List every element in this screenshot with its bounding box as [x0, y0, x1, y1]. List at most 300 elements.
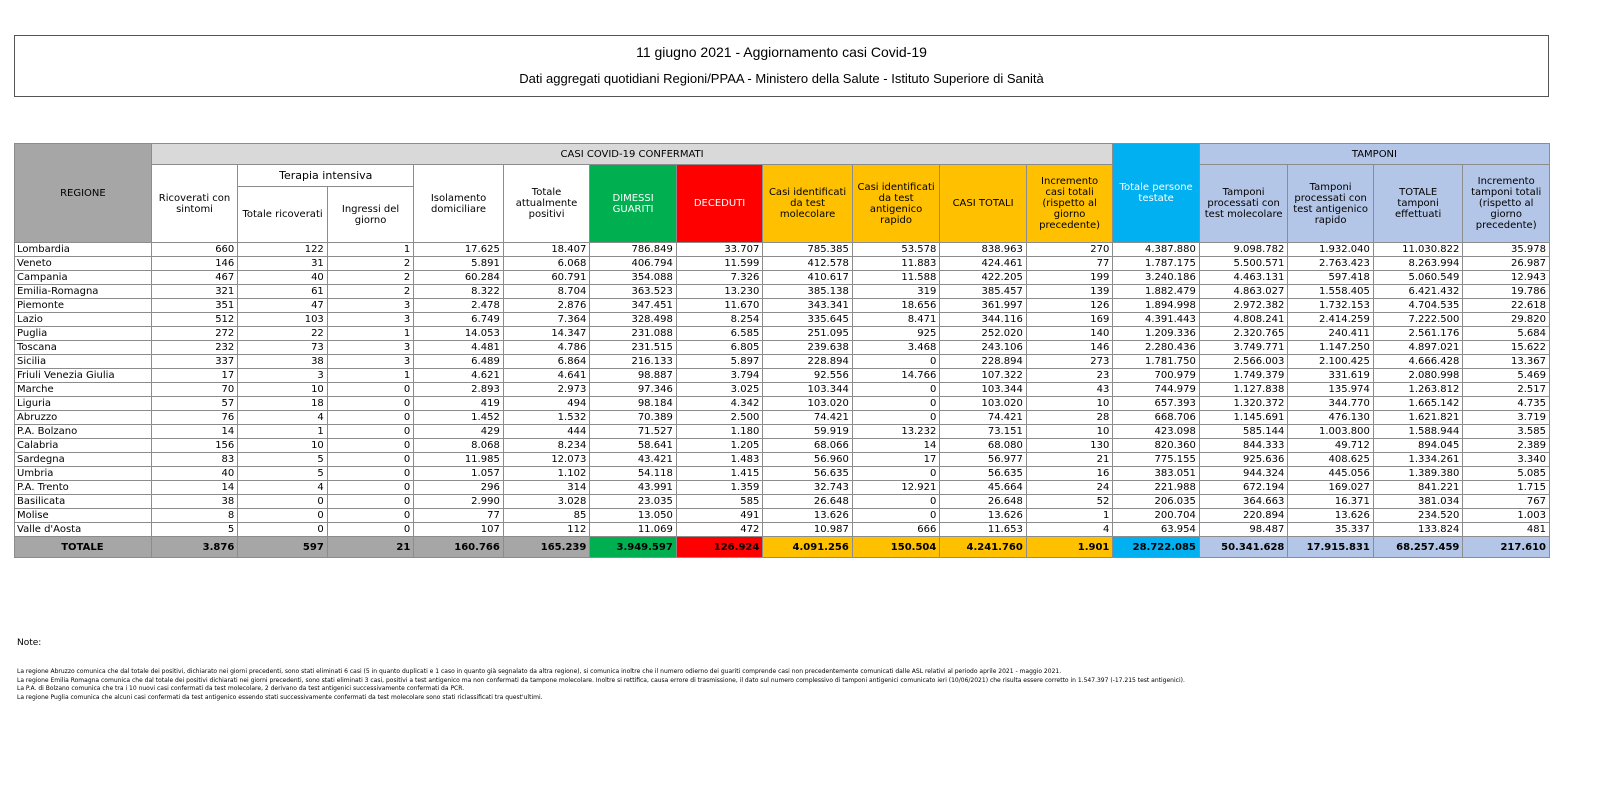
value-cell: 14.347 — [503, 327, 590, 341]
region-name-cell: TOTALE — [15, 537, 152, 558]
value-cell: 2.100.425 — [1288, 355, 1373, 369]
value-cell: 52 — [1026, 495, 1113, 509]
header-tamponi: TAMPONI — [1199, 144, 1549, 165]
value-cell: 63.954 — [1113, 523, 1200, 537]
value-cell: 38 — [238, 355, 328, 369]
table-row — [15, 285, 1550, 299]
notes-section — [17, 638, 1557, 702]
value-cell: 11.069 — [590, 523, 677, 537]
table-row — [15, 369, 1550, 383]
value-cell: 1.057 — [414, 467, 504, 481]
value-cell: 0 — [327, 481, 414, 495]
value-cell: 0 — [327, 523, 414, 537]
value-cell: 1.147.250 — [1288, 341, 1373, 355]
value-cell: 19.786 — [1463, 285, 1550, 299]
value-cell: 12.943 — [1463, 271, 1550, 285]
value-cell: 126 — [1026, 299, 1113, 313]
value-cell: 23 — [1026, 369, 1113, 383]
value-cell: 6.068 — [503, 257, 590, 271]
value-cell: 7.364 — [503, 313, 590, 327]
value-cell: 0 — [238, 523, 328, 537]
value-cell: 26.648 — [763, 495, 853, 509]
value-cell: 10 — [238, 439, 328, 453]
value-cell: 6.749 — [414, 313, 504, 327]
value-cell: 13.626 — [1288, 509, 1373, 523]
value-cell: 216.133 — [590, 355, 677, 369]
value-cell: 700.979 — [1113, 369, 1200, 383]
value-cell: 61 — [238, 285, 328, 299]
region-name-cell: Liguria — [15, 397, 152, 411]
note-line: La regione Abruzzo comunica che dal totale dei positivi, dichiarato nei giorni precedenti, sono stati eliminati 6 casi (5 in quanto duplicati e 1 caso in quanto già segnalato da altra regione), si comunica inoltre che il numero odierno dei guariti comprende casi non precedentemente comunicati dalle ASL relativi al periodo aprile 2021 - maggio 2021. — [17, 668, 1062, 675]
table-row — [15, 523, 1550, 537]
value-cell: 1.558.405 — [1288, 285, 1373, 299]
value-cell: 58.641 — [590, 439, 677, 453]
value-cell: 841.221 — [1373, 481, 1463, 495]
value-cell: 14.766 — [852, 369, 940, 383]
value-cell: 3.949.597 — [590, 537, 677, 558]
table-row — [15, 383, 1550, 397]
value-cell: 8 — [151, 509, 238, 523]
value-cell: 240.411 — [1288, 327, 1373, 341]
value-cell: 17.915.831 — [1288, 537, 1373, 558]
value-cell: 3.340 — [1463, 453, 1550, 467]
region-name-cell: Marche — [15, 383, 152, 397]
value-cell: 925 — [852, 327, 940, 341]
value-cell: 2.973 — [503, 383, 590, 397]
region-name-cell: Toscana — [15, 341, 152, 355]
value-cell: 2.893 — [414, 383, 504, 397]
value-cell: 16 — [1026, 467, 1113, 481]
value-cell: 1.209.336 — [1113, 327, 1200, 341]
value-cell: 5 — [238, 453, 328, 467]
table-row — [15, 509, 1550, 523]
value-cell: 657.393 — [1113, 397, 1200, 411]
value-cell: 1.894.998 — [1113, 299, 1200, 313]
value-cell: 1 — [327, 369, 414, 383]
value-cell: 13.626 — [940, 509, 1027, 523]
value-cell: 8.704 — [503, 285, 590, 299]
value-cell: 1.621.821 — [1373, 411, 1463, 425]
value-cell: 231.515 — [590, 341, 677, 355]
value-cell: 4.641 — [503, 369, 590, 383]
value-cell: 491 — [676, 509, 763, 523]
value-cell: 7.326 — [676, 271, 763, 285]
table-row — [15, 243, 1550, 257]
value-cell: 1 — [238, 425, 328, 439]
table-row — [15, 327, 1550, 341]
value-cell: 2.763.423 — [1288, 257, 1373, 271]
table-row — [15, 271, 1550, 285]
value-cell: 1.359 — [676, 481, 763, 495]
value-cell: 60.791 — [503, 271, 590, 285]
value-cell: 112 — [503, 523, 590, 537]
value-cell: 14.053 — [414, 327, 504, 341]
value-cell: 8.234 — [503, 439, 590, 453]
value-cell: 0 — [327, 509, 414, 523]
value-cell: 0 — [852, 397, 940, 411]
value-cell: 5.469 — [1463, 369, 1550, 383]
value-cell: 1.127.838 — [1199, 383, 1288, 397]
value-cell: 243.106 — [940, 341, 1027, 355]
region-name-cell: Sicilia — [15, 355, 152, 369]
value-cell: 21 — [1026, 453, 1113, 467]
value-cell: 251.095 — [763, 327, 853, 341]
header-totale-positivi: Totale attualmente positivi — [503, 165, 590, 243]
value-cell: 1.102 — [503, 467, 590, 481]
header-ingressi-giorno: Ingressi del giorno — [327, 187, 414, 243]
note-line: La regione Emilia Romagna comunica che dal totale dei positivi dichiarati nei giorni precedenti, sono stati eliminati 3 casi, positivi a test antigenico ma non confermati da tampone molecolare. Inoltre si rettifica, causa errore di trasmissione, il dato sul numero complessivo di tamponi antigenici comunicato ieri (10/06/2021) che risulta essere corretto in 1.547.397 (-17.215 test antigenici). — [17, 676, 1185, 684]
table-row — [15, 425, 1550, 439]
value-cell: 12.921 — [852, 481, 940, 495]
value-cell: 23.035 — [590, 495, 677, 509]
value-cell: 43.421 — [590, 453, 677, 467]
value-cell: 4.808.241 — [1199, 313, 1288, 327]
value-cell: 0 — [852, 355, 940, 369]
value-cell: 35.337 — [1288, 523, 1373, 537]
value-cell: 660 — [151, 243, 238, 257]
header-isolamento-domiciliare: Isolamento domiciliare — [414, 165, 504, 243]
value-cell: 228.894 — [763, 355, 853, 369]
table-row — [15, 313, 1550, 327]
value-cell: 40 — [238, 271, 328, 285]
value-cell: 3.240.186 — [1113, 271, 1200, 285]
value-cell: 5.684 — [1463, 327, 1550, 341]
value-cell: 4.786 — [503, 341, 590, 355]
value-cell: 585 — [676, 495, 763, 509]
value-cell: 24 — [1026, 481, 1113, 495]
value-cell: 1.415 — [676, 467, 763, 481]
value-cell: 28.722.085 — [1113, 537, 1200, 558]
value-cell: 270 — [1026, 243, 1113, 257]
value-cell: 5.085 — [1463, 467, 1550, 481]
value-cell: 344.116 — [940, 313, 1027, 327]
value-cell: 3.749.771 — [1199, 341, 1288, 355]
value-cell: 13.050 — [590, 509, 677, 523]
value-cell: 2.080.998 — [1373, 369, 1463, 383]
header-casi-confermati: CASI COVID-19 CONFERMATI — [151, 144, 1113, 165]
value-cell: 10.987 — [763, 523, 853, 537]
value-cell: 5.891 — [414, 257, 504, 271]
value-cell: 74.421 — [940, 411, 1027, 425]
value-cell: 337 — [151, 355, 238, 369]
value-cell: 13.626 — [763, 509, 853, 523]
value-cell: 0 — [327, 411, 414, 425]
value-cell: 1.749.379 — [1199, 369, 1288, 383]
table-row — [15, 411, 1550, 425]
value-cell: 347.451 — [590, 299, 677, 313]
value-cell: 385.138 — [763, 285, 853, 299]
value-cell: 314 — [503, 481, 590, 495]
value-cell: 0 — [327, 453, 414, 467]
region-name-cell: Veneto — [15, 257, 152, 271]
value-cell: 4.621 — [414, 369, 504, 383]
value-cell: 2.280.436 — [1113, 341, 1200, 355]
value-cell: 2.517 — [1463, 383, 1550, 397]
table-row — [15, 467, 1550, 481]
value-cell: 2.414.259 — [1288, 313, 1373, 327]
value-cell: 60.284 — [414, 271, 504, 285]
value-cell: 343.341 — [763, 299, 853, 313]
value-cell: 419 — [414, 397, 504, 411]
value-cell: 1.901 — [1026, 537, 1113, 558]
table-row — [15, 453, 1550, 467]
value-cell: 43.991 — [590, 481, 677, 495]
value-cell: 4.391.443 — [1113, 313, 1200, 327]
value-cell: 73 — [238, 341, 328, 355]
value-cell: 139 — [1026, 285, 1113, 299]
value-cell: 97.346 — [590, 383, 677, 397]
value-cell: 321 — [151, 285, 238, 299]
value-cell: 68.066 — [763, 439, 853, 453]
value-cell: 354.088 — [590, 271, 677, 285]
value-cell: 8.068 — [414, 439, 504, 453]
value-cell: 4.704.535 — [1373, 299, 1463, 313]
value-cell: 2.561.176 — [1373, 327, 1463, 341]
note-line: La P.A. di Bolzano comunica che tra i 10 nuovi casi confermati da test molecolare, 2 derivano da test antigenici successivamente confermati da PCR. — [17, 685, 465, 692]
value-cell: 6.864 — [503, 355, 590, 369]
value-cell: 6.421.432 — [1373, 285, 1463, 299]
header-totale-ricoverati: Totale ricoverati — [238, 187, 328, 243]
value-cell: 1.389.380 — [1373, 467, 1463, 481]
value-cell: 4 — [1026, 523, 1113, 537]
value-cell: 252.020 — [940, 327, 1027, 341]
value-cell: 10 — [238, 383, 328, 397]
value-cell: 169.027 — [1288, 481, 1373, 495]
table-row — [15, 397, 1550, 411]
region-name-cell: Friuli Venezia Giulia — [15, 369, 152, 383]
value-cell: 11.670 — [676, 299, 763, 313]
value-cell: 3 — [327, 313, 414, 327]
value-cell: 424.461 — [940, 257, 1027, 271]
table-row — [15, 355, 1550, 369]
value-cell: 83 — [151, 453, 238, 467]
value-cell: 429 — [414, 425, 504, 439]
value-cell: 14 — [151, 425, 238, 439]
value-cell: 494 — [503, 397, 590, 411]
value-cell: 68.257.459 — [1373, 537, 1463, 558]
value-cell: 1.932.040 — [1288, 243, 1373, 257]
value-cell: 26.987 — [1463, 257, 1550, 271]
value-cell: 13.232 — [852, 425, 940, 439]
value-cell: 838.963 — [940, 243, 1027, 257]
value-cell: 38 — [151, 495, 238, 509]
value-cell: 467 — [151, 271, 238, 285]
value-cell: 364.663 — [1199, 495, 1288, 509]
value-cell: 3 — [327, 341, 414, 355]
value-cell: 126.924 — [676, 537, 763, 558]
region-name-cell: Abruzzo — [15, 411, 152, 425]
value-cell: 56.960 — [763, 453, 853, 467]
value-cell: 11.883 — [852, 257, 940, 271]
value-cell: 3.876 — [151, 537, 238, 558]
value-cell: 5.897 — [676, 355, 763, 369]
value-cell: 4 — [238, 411, 328, 425]
value-cell: 5.060.549 — [1373, 271, 1463, 285]
value-cell: 8.471 — [852, 313, 940, 327]
value-cell: 944.324 — [1199, 467, 1288, 481]
value-cell: 0 — [852, 467, 940, 481]
value-cell: 77 — [414, 509, 504, 523]
value-cell: 50.341.628 — [1199, 537, 1288, 558]
value-cell: 1.003 — [1463, 509, 1550, 523]
value-cell: 383.051 — [1113, 467, 1200, 481]
value-cell: 894.045 — [1373, 439, 1463, 453]
value-cell: 2.876 — [503, 299, 590, 313]
value-cell: 4.735 — [1463, 397, 1550, 411]
header-ricoverati-con-sintomi: Ricoverati con sintomi — [151, 165, 238, 243]
report-title-box — [14, 35, 1549, 97]
value-cell: 199 — [1026, 271, 1113, 285]
value-cell: 6.585 — [676, 327, 763, 341]
value-cell: 68.080 — [940, 439, 1027, 453]
value-cell: 169 — [1026, 313, 1113, 327]
value-cell: 13.367 — [1463, 355, 1550, 369]
value-cell: 103.344 — [940, 383, 1027, 397]
region-name-cell: Emilia-Romagna — [15, 285, 152, 299]
value-cell: 11.653 — [940, 523, 1027, 537]
value-cell: 98.184 — [590, 397, 677, 411]
value-cell: 2.990 — [414, 495, 504, 509]
value-cell: 231.088 — [590, 327, 677, 341]
value-cell: 17.625 — [414, 243, 504, 257]
value-cell: 22 — [238, 327, 328, 341]
value-cell: 2.478 — [414, 299, 504, 313]
value-cell: 1.787.175 — [1113, 257, 1200, 271]
value-cell: 28 — [1026, 411, 1113, 425]
value-cell: 0 — [327, 467, 414, 481]
value-cell: 1.263.812 — [1373, 383, 1463, 397]
header-casi-antigenico: Casi identificati da test antigenico rapido — [852, 165, 940, 243]
value-cell: 775.155 — [1113, 453, 1200, 467]
value-cell: 206.035 — [1113, 495, 1200, 509]
value-cell: 15.622 — [1463, 341, 1550, 355]
region-name-cell: Sardegna — [15, 453, 152, 467]
value-cell: 6.489 — [414, 355, 504, 369]
value-cell: 0 — [852, 495, 940, 509]
value-cell: 1.588.944 — [1373, 425, 1463, 439]
value-cell: 3.468 — [852, 341, 940, 355]
value-cell: 786.849 — [590, 243, 677, 257]
value-cell: 1 — [1026, 509, 1113, 523]
region-name-cell: P.A. Bolzano — [15, 425, 152, 439]
value-cell: 0 — [327, 439, 414, 453]
value-cell: 344.770 — [1288, 397, 1373, 411]
note-line: La regione Puglia comunica che alcuni casi confermati da test antigenico essendo stati successivamente confermati da test molecolare sono stati riclassificati tra quest'ultimi. — [17, 693, 543, 701]
value-cell: 0 — [238, 509, 328, 523]
value-cell: 49.712 — [1288, 439, 1373, 453]
value-cell: 18 — [238, 397, 328, 411]
value-cell: 70 — [151, 383, 238, 397]
value-cell: 4.241.760 — [940, 537, 1027, 558]
value-cell: 668.706 — [1113, 411, 1200, 425]
header-deceduti: DECEDUTI — [676, 165, 763, 243]
value-cell: 820.360 — [1113, 439, 1200, 453]
value-cell: 585.144 — [1199, 425, 1288, 439]
value-cell: 165.239 — [503, 537, 590, 558]
value-cell: 18.407 — [503, 243, 590, 257]
value-cell: 10 — [1026, 425, 1113, 439]
value-cell: 13.230 — [676, 285, 763, 299]
value-cell: 5.500.571 — [1199, 257, 1288, 271]
notes-heading: Note: — [17, 638, 42, 648]
table-row — [15, 299, 1550, 313]
value-cell: 6.805 — [676, 341, 763, 355]
region-name-cell: Piemonte — [15, 299, 152, 313]
value-cell: 4 — [238, 481, 328, 495]
value-cell: 381.034 — [1373, 495, 1463, 509]
value-cell: 1.665.142 — [1373, 397, 1463, 411]
value-cell: 45.664 — [940, 481, 1027, 495]
value-cell: 2.566.003 — [1199, 355, 1288, 369]
value-cell: 59.919 — [763, 425, 853, 439]
value-cell: 220.894 — [1199, 509, 1288, 523]
value-cell: 53.578 — [852, 243, 940, 257]
value-cell: 1.732.153 — [1288, 299, 1373, 313]
value-cell: 156 — [151, 439, 238, 453]
value-cell: 33.707 — [676, 243, 763, 257]
value-cell: 140 — [1026, 327, 1113, 341]
value-cell: 4.463.131 — [1199, 271, 1288, 285]
region-name-cell: Molise — [15, 509, 152, 523]
value-cell: 11.588 — [852, 271, 940, 285]
value-cell: 3.794 — [676, 369, 763, 383]
value-cell: 32.743 — [763, 481, 853, 495]
value-cell: 77 — [1026, 257, 1113, 271]
value-cell: 335.645 — [763, 313, 853, 327]
value-cell: 1.003.800 — [1288, 425, 1373, 439]
value-cell: 130 — [1026, 439, 1113, 453]
value-cell: 361.997 — [940, 299, 1027, 313]
value-cell: 296 — [414, 481, 504, 495]
value-cell: 363.523 — [590, 285, 677, 299]
value-cell: 40 — [151, 467, 238, 481]
header-incremento-casi: Incremento casi totali (rispetto al giorno precedente) — [1026, 165, 1113, 243]
value-cell: 16.371 — [1288, 495, 1373, 509]
value-cell: 0 — [327, 397, 414, 411]
header-terapia-intensiva: Terapia intensiva — [238, 165, 414, 187]
value-cell: 1.483 — [676, 453, 763, 467]
region-name-cell: Lombardia — [15, 243, 152, 257]
value-cell: 11.599 — [676, 257, 763, 271]
value-cell: 744.979 — [1113, 383, 1200, 397]
value-cell: 273 — [1026, 355, 1113, 369]
value-cell: 133.824 — [1373, 523, 1463, 537]
value-cell: 3.719 — [1463, 411, 1550, 425]
value-cell: 1.715 — [1463, 481, 1550, 495]
value-cell: 150.504 — [852, 537, 940, 558]
value-cell: 234.520 — [1373, 509, 1463, 523]
value-cell: 8.263.994 — [1373, 257, 1463, 271]
header-dimessi-guariti: DIMESSI GUARITI — [590, 165, 677, 243]
value-cell: 12.073 — [503, 453, 590, 467]
value-cell: 14 — [852, 439, 940, 453]
value-cell: 146 — [1026, 341, 1113, 355]
value-cell: 1.180 — [676, 425, 763, 439]
value-cell: 410.617 — [763, 271, 853, 285]
value-cell: 70.389 — [590, 411, 677, 425]
value-cell: 103.344 — [763, 383, 853, 397]
total-row — [15, 537, 1550, 558]
value-cell: 57 — [151, 397, 238, 411]
value-cell: 472 — [676, 523, 763, 537]
value-cell: 14 — [151, 481, 238, 495]
value-cell: 22.618 — [1463, 299, 1550, 313]
value-cell: 1 — [327, 243, 414, 257]
value-cell: 512 — [151, 313, 238, 327]
value-cell: 31 — [238, 257, 328, 271]
value-cell: 351 — [151, 299, 238, 313]
report-subtitle: Dati aggregati quotidiani Regioni/PPAA - Ministero della Salute - Istituto Superiore di Sanità — [519, 71, 1044, 86]
